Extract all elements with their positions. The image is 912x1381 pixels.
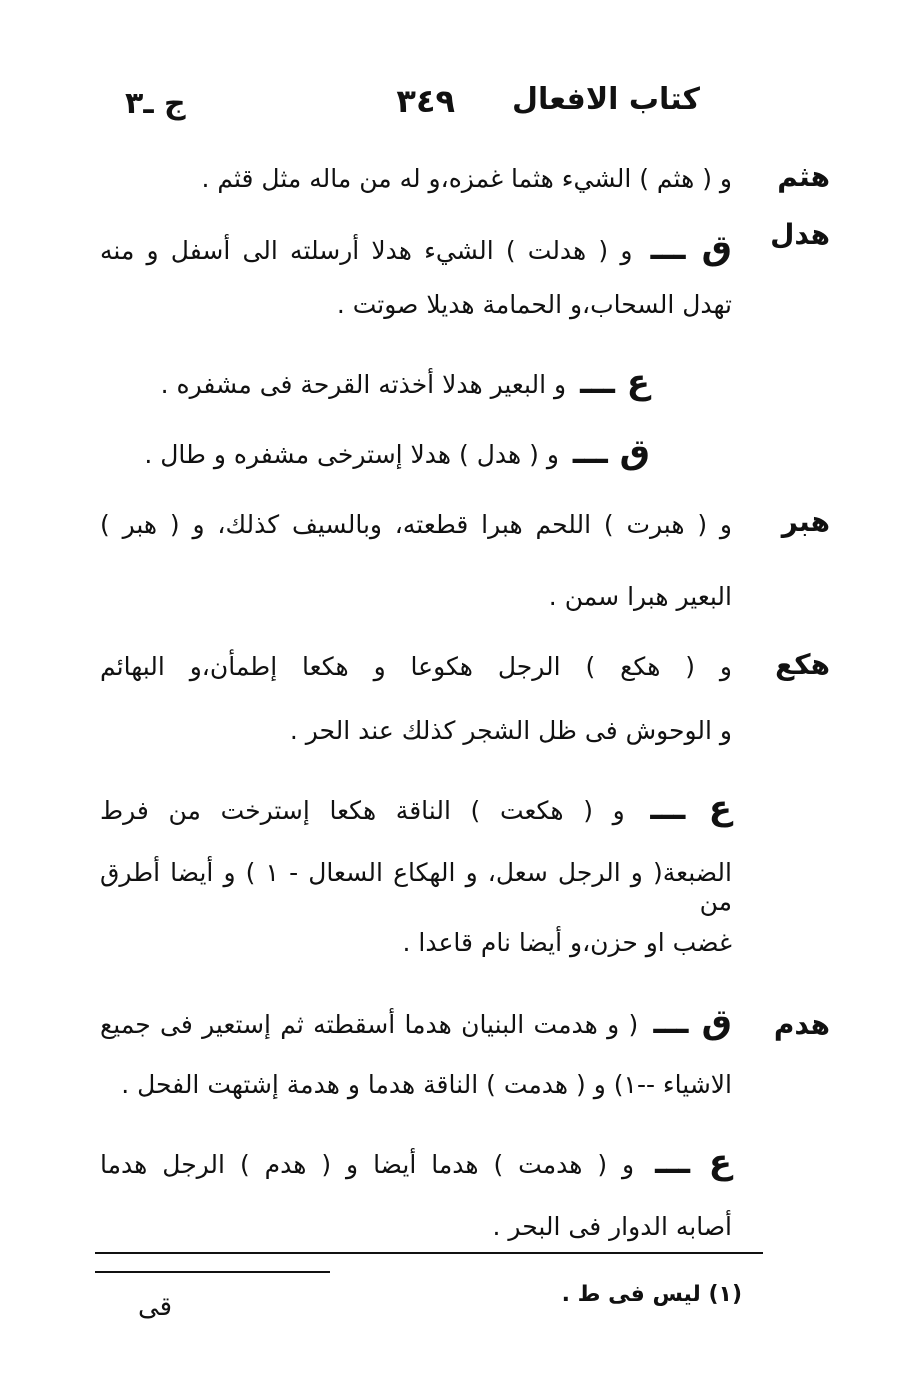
page-header xyxy=(110,82,700,132)
footnote-divider-short xyxy=(95,1271,330,1273)
text-line xyxy=(100,1142,732,1182)
text-line: و الوحوش فى ظل الشجر كذلك عند الحر . xyxy=(289,716,732,745)
text-line: تهدل السحاب،و الحمامة هديلا صوتت . xyxy=(336,290,732,319)
root-word-hk: هكع xyxy=(775,648,830,681)
text-line: الضبعة( و الرجل سعل، و الهكاع السعال - ١ ) و أيضا أطرق من xyxy=(100,858,732,916)
text-span: و ( هكعت ) الناقة هكعا إسترخت من فرط xyxy=(100,796,625,825)
source-marker: ع ـــ xyxy=(650,788,732,828)
text-span: و البعير هدلا أخذته القرحة فى مشفره . xyxy=(160,370,567,399)
text-line: و ( هثم ) الشيء هثما غمزه،و له من ماله مثل قثم . xyxy=(201,164,732,193)
root-word-hdl: هدل xyxy=(770,218,830,251)
root-word-hbr: هبر xyxy=(781,505,830,538)
text-line: و ( هبرت ) اللحم هبرا قطعته، وبالسيف كذلك، و ( هبر ) xyxy=(100,510,732,539)
source-marker: ق ـــ xyxy=(650,228,732,268)
text-line xyxy=(100,788,732,828)
book-title: كتاب الافعال xyxy=(511,82,700,117)
text-span: و ( هدل ) هدلا إسترخى مشفره و طال . xyxy=(144,440,559,469)
text-span: ( و هدمت البنيان هدما أسقطته ثم إستعير فى جميع xyxy=(100,1010,639,1039)
volume-label: ج ـ٣ xyxy=(125,86,186,121)
source-marker: ع ـــ xyxy=(580,362,650,402)
text-line: غضب او حزن،و أيضا نام قاعدا . xyxy=(402,928,732,957)
source-marker: ق ـــ xyxy=(572,432,650,472)
root-word-hdm: هدم xyxy=(773,1008,830,1041)
text-line: البعير هبرا سمن . xyxy=(548,582,732,611)
source-marker: ق ـــ xyxy=(653,1002,732,1042)
text-line xyxy=(144,432,650,472)
text-line: أصابه الدوار فى البحر . xyxy=(492,1212,732,1241)
text-line xyxy=(161,362,650,402)
footnote: (١) ليس فى ط . xyxy=(561,1282,742,1307)
signature-mark: قى xyxy=(138,1292,173,1322)
text-span: و ( هدلت ) الشيء هدلا أرسلته الى أسفل و منه xyxy=(100,236,633,265)
root-word-hthm: هثم xyxy=(777,160,830,193)
text-line xyxy=(100,228,732,268)
text-line xyxy=(100,1002,732,1042)
source-marker: ع ـــ xyxy=(655,1142,732,1182)
page-number: ٣٤٩ xyxy=(396,82,455,120)
text-line: الاشياء --١) و ( هدمت ) الناقة هدما و هدمة إشتهت الفحل . xyxy=(121,1070,732,1099)
text-span: و ( هدمت ) هدما أيضا و ( هدم ) الرجل هدما xyxy=(100,1150,635,1179)
footnote-divider xyxy=(95,1252,763,1254)
text-line: و ( هكع ) الرجل هكوعا و هكعا إطمأن،و البهائم xyxy=(100,652,732,681)
